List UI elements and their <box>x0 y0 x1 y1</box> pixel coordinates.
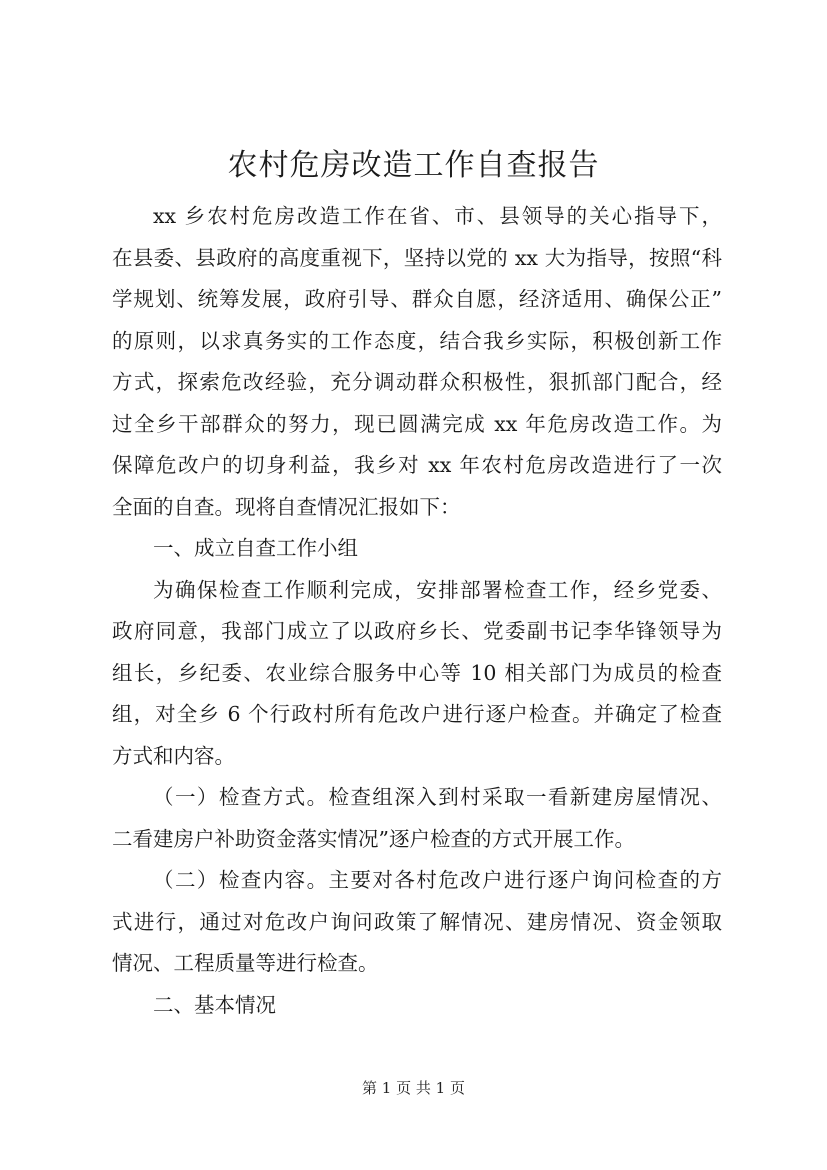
subsection-2-paragraph <box>112 860 722 985</box>
text-line: 政府同意，我部门成立了以政府乡长、党委副书记李华锋领导为 <box>112 619 722 643</box>
text-line: 方式和内容。 <box>112 743 235 768</box>
text-line: （一）检查方式。检查组深入到村采取一看新建房屋情况、 <box>153 785 722 809</box>
text-line: 保障危改户的切身利益，我乡对 xx 年农村危房改造进行了一次 <box>112 453 722 477</box>
section-heading-2: 二、基本情况 <box>153 992 276 1017</box>
section-heading-1: 一、成立自查工作小组 <box>153 536 358 560</box>
subsection-1-paragraph <box>112 777 722 860</box>
text-line: xx 乡农村危房改造工作在省、市、县领导的关心指导下， <box>153 204 722 228</box>
text-line: 方式，探索危改经验，充分调动群众积极性，狠抓部门配合，经 <box>112 370 722 394</box>
section1-paragraph <box>112 570 722 778</box>
text-line: 的原则，以求真务实的工作态度，结合我乡实际，积极创新工作 <box>112 328 722 353</box>
text-line: 式进行，通过对危改户询问政策了解情况、建房情况、资金领取 <box>112 909 722 934</box>
page-footer: 第 1 页 共 1 页 <box>362 1079 465 1097</box>
text-line: 在县委、县政府的高度重视下，坚持以党的 xx 大为指导，按照“科 <box>112 245 722 270</box>
text-line: （二）检查内容。主要对各村危改户进行逐户询问检查的方 <box>153 868 722 892</box>
text-line: 学规划、统筹发展，政府引导、群众自愿，经济适用、确保公正” <box>112 287 722 311</box>
text-line: 为确保检查工作顺利完成，安排部署检查工作，经乡党委、 <box>153 577 722 602</box>
text-line: 情况、工程质量等进行检查。 <box>112 951 379 975</box>
text-line: 组，对全乡 6 个行政村所有危改户进行逐户检查。并确定了检查 <box>112 702 722 726</box>
text-line: 全面的自查。现将自查情况汇报如下： <box>112 494 461 519</box>
document-title: 农村危房改造工作自查报告 <box>227 148 600 183</box>
text-line: 二看建房户补助资金落实情况”逐户检查的方式开展工作。 <box>112 826 635 851</box>
document-body <box>112 196 722 1026</box>
text-line: 组长，乡纪委、农业综合服务中心等 10 相关部门为成员的检查 <box>112 660 722 685</box>
intro-paragraph <box>112 196 722 528</box>
text-line: 过全乡干部群众的努力，现已圆满完成 xx 年危房改造工作。为 <box>112 411 722 436</box>
